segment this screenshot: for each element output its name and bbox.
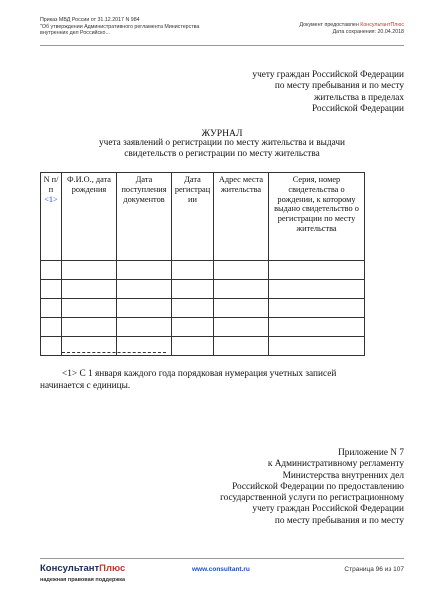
footnote-line: <1> С 1 января каждого года порядковая нумерация учетных записей xyxy=(62,369,337,379)
col-header-number: N п/п <1> xyxy=(41,173,62,261)
table-cell xyxy=(172,261,214,280)
save-date: Дата сохранения: 20.04.2018 xyxy=(332,28,404,35)
appendix-block xyxy=(220,448,404,527)
appendix-line: по месту пребывания и по месту xyxy=(274,515,404,526)
table-cell xyxy=(41,318,62,337)
table-cell xyxy=(41,261,62,280)
table-cell xyxy=(172,299,214,318)
document-header-right xyxy=(299,22,404,35)
header-title-line: "Об утверждении Административного регламента Министерства xyxy=(40,23,200,30)
table-body xyxy=(41,261,365,356)
logo-tagline: надежная правовая поддержка xyxy=(40,577,126,583)
table-cell xyxy=(62,299,117,318)
table-cell xyxy=(214,261,269,280)
table-header-row xyxy=(41,173,365,261)
header-divider xyxy=(40,45,404,46)
col-header-address: Адрес места жительства xyxy=(214,173,269,261)
table-cell xyxy=(214,318,269,337)
table-row xyxy=(41,261,365,280)
footnote-line: начинается с единицы. xyxy=(40,381,131,391)
table-cell xyxy=(117,280,172,299)
col-header-receipt-date: Дата поступления документов xyxy=(117,173,172,261)
table-cell xyxy=(172,337,214,356)
appendix-line: Приложение N 7 xyxy=(338,448,404,458)
header-title-line: внутренних дел Российско... xyxy=(40,30,110,37)
table-cell xyxy=(41,299,62,318)
table-cell xyxy=(62,280,117,299)
table-cell xyxy=(117,261,172,280)
appendix-line: Министерства внутренних дел xyxy=(282,470,404,481)
table-cell xyxy=(269,280,365,299)
addressee-line: Российской Федерации xyxy=(311,103,404,114)
journal-subtitle-line: свидетельств о регистрации по месту жительства xyxy=(124,149,320,160)
journal-subtitle-line: учета заявлений о регистрации по месту жительства и выдачи xyxy=(99,138,345,148)
table-cell xyxy=(117,299,172,318)
table-cell xyxy=(41,280,62,299)
table-row xyxy=(41,318,365,337)
consultant-brand-link[interactable]: КонсультантПлюс xyxy=(360,22,404,28)
col-header-name: Ф.И.О., дата рождения xyxy=(62,173,117,261)
table-cell xyxy=(269,337,365,356)
table-row xyxy=(41,299,365,318)
table-cell xyxy=(214,280,269,299)
document-header-left xyxy=(40,17,230,37)
appendix-line: государственной услуги по регистрационному xyxy=(220,493,404,504)
appendix-line: к Административному регламенту xyxy=(267,459,404,470)
table-cell xyxy=(117,318,172,337)
footnote-link[interactable]: <1> xyxy=(44,194,58,204)
col-header-certificate: Серия, номер свидетельства о рождении, к которому выдано свидетельство о регистрации по месту жительства xyxy=(269,173,365,261)
consultant-logo: КонсультантПлюс xyxy=(40,563,126,574)
footer-divider xyxy=(40,558,404,559)
addressee-line: учету граждан Российской Федерации xyxy=(252,70,404,80)
appendix-line: учету граждан Российской Федерации xyxy=(252,504,404,515)
journal-subtitle xyxy=(40,138,404,161)
addressee-line: жительства в пределах xyxy=(314,92,404,103)
footnote-text xyxy=(40,368,404,392)
col-header-registration-date: Дата регистрации xyxy=(172,173,214,261)
addressee-line: по месту пребывания и по месту xyxy=(274,81,404,92)
table-cell xyxy=(214,337,269,356)
header-order-line: Приказ МВД России от 31.12.2017 N 984 xyxy=(40,17,140,23)
journal-table xyxy=(40,172,365,356)
table-cell xyxy=(41,337,62,356)
table-cell xyxy=(62,318,117,337)
table-cell xyxy=(214,299,269,318)
table-cell xyxy=(269,299,365,318)
provided-by-line: Документ предоставлен КонсультантПлюс xyxy=(299,22,404,28)
page-counter: Страница 96 из 107 xyxy=(344,566,404,573)
footnote-separator xyxy=(62,352,166,353)
table-cell xyxy=(172,318,214,337)
table-cell xyxy=(62,261,117,280)
table-row xyxy=(41,280,365,299)
journal-title: ЖУРНАЛ xyxy=(201,128,243,139)
appendix-line: Российской Федерации по предоставлению xyxy=(232,481,404,492)
table-cell xyxy=(172,280,214,299)
consultant-url-link[interactable]: www.consultant.ru xyxy=(192,566,250,573)
addressee-block-top xyxy=(252,70,404,115)
table-cell xyxy=(269,318,365,337)
table-cell xyxy=(269,261,365,280)
